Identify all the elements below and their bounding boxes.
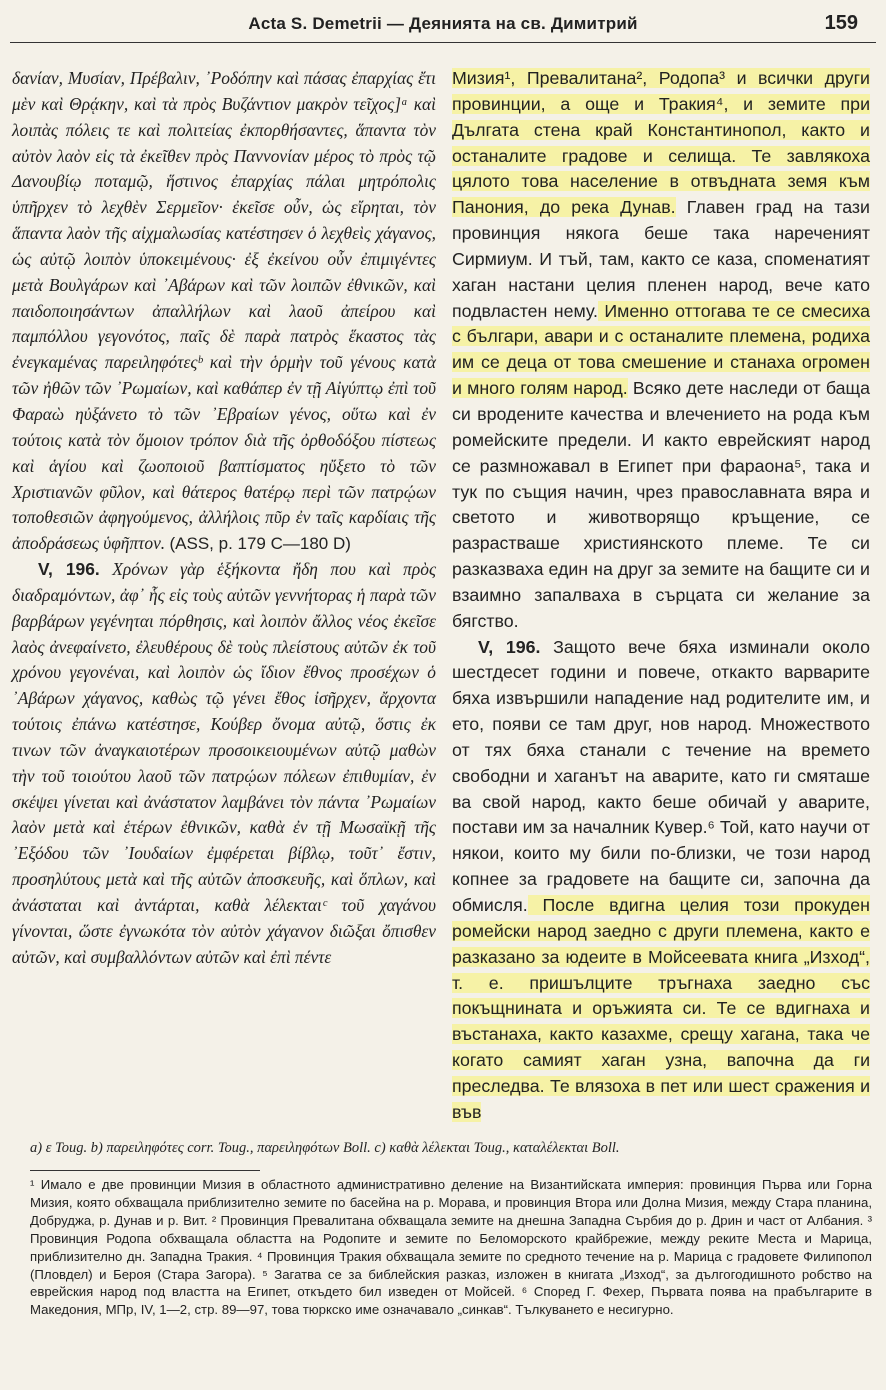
footnote: ⁵ Загатва се за библейския разказ, изложен в книгата „Изход“, за дългогодишното робство на еврейския народ под властта на Египет, откъдето бил изведен от Мойсей. — [30, 1266, 872, 1300]
footnote: ⁶ Според Г. Фехер, Първата поява на прабългарите в Македония, МПр, IV, 1—2, стр. 89—97, това тюркско име означавало „синкав“. Тълкуването е несигурно. — [30, 1284, 872, 1318]
critical-apparatus: a) ε Toug. b) παρειληφότες corr. Toug., παρειληφότων Boll. c) καθὰ λέλεκται Toug., καταλέλεκται Boll. — [30, 1140, 620, 1156]
greek-text-1: δανίαν, Μυσίαν, Πρέβαλιν, ᾿Ροδόπην καὶ πάσας ἐπαρχίας ἔτι μὲν καὶ Θρᾴκην, καὶ τὰ πρὸς Βυζάντιον μακρὸν τεῖχος]ᵃ καὶ λοιπὰς πόλεις τε καὶ πολιτείας ἐκπορθήσαντες, ἅπαντα τὸν αὐτὸν λαὸν εἰς τὰ ἐκεῖθεν πρὸς Παννονίαν μέρος τὸ πρὸς τῷ Δανουβίῳ ποταμῷ, ἥστινος ἐπαρχίας πάλαι μητρόπολις ὑπῆρχεν τὸ λεχθὲν Σερμεῖον· ἐκεῖσε οὖν, ὡς εἴρηται, τὸν ἅπαντα λαὸν τῆς αἰχμαλωσίας κατέστησεν ὁ λεχθεὶς χάγανος, ὡς αὐτῷ λοιπὸν ὑποκειμένους· ἐξ ἐκείνου οὖν ἐπιμιγέντες μετὰ Βουλγάρων καὶ ᾿Αβάρων καὶ τῶν λοιπῶν ἐθνικῶν, καὶ παιδοποιησάντων ἀπαλλήλων καὶ λαοῦ ἀπείρου καὶ παμπόλλου γεγονότος, παῖς δὲ παρὰ πατρὸς ἕκαστος τὰς ἐνεγκαμένας παρειληφότεςᵇ καὶ τὴν ὁρμὴν τοῦ γένους κατὰ τῶν ἠθῶν τῶν ᾿Ρωμαίων, καὶ καθάπερ ἐν τῇ Αἰγύπτῳ ἐπὶ τοῦ Φαραὼ ηὐξάνετο τὸ τῶν ᾿Εβραίων γένος, οὕτω καὶ ἐν τούτοις κατὰ τὸν ὅμοιον τρόπον διὰ τῆς ὀρθοδόξου πίστεως καὶ ἁγίου καὶ ζωοποιοῦ βαπτίσματος ηὔξετο τὸ τῶν Χριστιανῶν φῦλον, καὶ θάτερος θατέρῳ περὶ τῶν πατρῴων τοποθεσιῶν ἀφηγούμενος, ἀλλήλοις πῦρ ἐν ταῖς καρδίαις τῆς ἀποδράσεως ὑφῆπτον. — [12, 68, 436, 554]
source-reference: (ASS, p. 179 C—180 D) — [169, 534, 351, 554]
footnote: ³ Провинция Родопа обхващала областта на Родопите и земите по Беломорското крайбрежие, между реките Места и Марица, приблизително дн. Западна Тракия. — [30, 1212, 873, 1264]
footnotes — [30, 1176, 872, 1319]
greek-paragraph-1 — [12, 66, 436, 557]
translation-text: Защото вече бяха изминали около шестдесет години и повече, откакто варварите бяха извършили нападение над родителите им, и ето, появи се там друг, нов народ. Множеството от тях бяха станали с течение на времето свободни и хаганът на аварите, като ги смяташе ва свой народ, както беше обичай у аварите, постави им за началник Кувер.⁶ Той, като научи от някои, които му били по-близки, че този народ копнее за градовете на бащите си, започна да обмисля. — [452, 636, 870, 915]
translation-text: Всяко дете наследи от баща си вродените качества и влечението на рода към ромейските предели. И както еврейският народ се размножавал в Египет при фараона⁵, така и тук по същия начин, чрез православната вяра и светото и животворящо кръщение, се разрастваше християнското племе. Те си разказваха един на друг за земите на бащите си и взаимно запалваха в сърцата си желание за бягство. — [452, 378, 871, 631]
greek-column — [12, 66, 436, 971]
highlighted-passage: Именно оттогава те се смесиха с българи, авари и с останалите племена, родиха им се деца от това смешение и станаха огромен и много голям народ. — [452, 300, 870, 399]
footnote: ¹ Имало е две провинции Мизия в областното административно деление на Византийската империя: провинция Първа или Горна Мизия, която обхващала приблизително земите по басейна на р. Морава, и провинция Втора или Долна Мизия, между Стара планина, Добруджа, р. Дунав и р. Вит. — [30, 1177, 872, 1228]
page-number: 159 — [824, 12, 858, 34]
translation-text: Главен град на тази провинция някога беше така нареченият Сирмиум. И тъй, там, както се каза, споменатият хаган настани целия пленен народ, вече като подвластен нему. — [452, 197, 870, 321]
greek-text-2: Χρόνων γὰρ ἑξήκοντα ἤδη που καὶ πρὸς διαδραμόντων, ἀφ᾿ ἧς εἰς τοὺς αὐτῶν γεννήτορας ἡ παρὰ τῶν βαρβάρων γεγένηται πόρθησις, καὶ λοιπὸν ἄλλος νέος ἐκεῖσε λαὸς ἀνεφαίνετο, ἐλευθέρους δὲ τοὺς πλείστους αὐτῶν ἐκ τοῦ χρόνου γεγονέναι, καὶ λοιπὸν ὡς ἴδιον ἔθνος προσέχων ὁ ᾿Αβάρων χάγανος, καθὼς τῷ γένει ἔθος ἰσῆρχεν, ἄρχοντα τούτοις ἐπάνω κατέστησε, Κούβερ ὄνομα αὐτῷ, ὅστις ἐκ τινων τῶν ἀναγκαιοτέρων προσοικειουμένων αὐτῷ μαθὼν τὴν τοῦ τοιούτου λαοῦ τῶν πατρῴων πόλεων ἐπιθυμίαν, ἐν σκέψει γίνεται καὶ ἀνάστατον λαμβάνει τὸν πάντα ᾿Ρωμαίων λαὸν μετὰ καὶ ἑτέρων ἐθνικῶν, καθὰ ἐν τῇ Μωσαϊκῇ τῆς ᾿Εξόδου τῶν ᾿Ιουδαίων ἐμφέρεται βίβλῳ, τοῦτ᾿ ἔστιν, προσηλύτους μετὰ καὶ τῆς αὐτῶν ἀποσκευῆς, καὶ ὅπλων, καὶ ἀνάσταται καὶ ἀντάρται, καθὰ λέλεκταιᶜ τοῦ χαγάνου γίνονται, ὥστε ἐγνωκότα τὸν αὐτὸν χάγανον διῶξαι ὄπισθεν αὐτῶν, καὶ συμβαλλόντων αὐτῶν καὶ ἐπὶ πέντε — [12, 559, 436, 967]
highlighted-passage: После вдигна целия този прокуден ромейски народ заедно с други племена, както е разказано за юдеите в Мойсеевата книга „Изход“, т. е. пришълците тръгнаха заедно със покъщнината и оръжията си. Те се вдигнаха и въстанаха, както казахме, срещу хагана, така че когато самият хаган узна, вапочна да ги преследва. Те влязоха в пет или шест сражения и във — [452, 895, 870, 1122]
running-title: Acta S. Demetrii — Деянията на св. Димитрий — [248, 14, 638, 33]
bulgarian-column — [452, 66, 870, 1126]
bulgarian-paragraph-2 — [452, 635, 870, 1126]
section-number: V, 196. — [478, 636, 541, 657]
greek-paragraph-2 — [12, 557, 436, 971]
highlighted-passage: Мизия¹, Превалитана², Родопа³ и всички други провинции, а още и Тракия⁴, и земите при Дългата стена край Константинопол, както и останалите градове и селища. Те завлякоха цялото това население в отвъдната земя към Панония, до река Дунав. — [452, 68, 870, 218]
page-header — [10, 8, 876, 43]
footnote: ⁴ Провинция Тракия обхващала земите по средното течение на р. Марица с градовете Филипопол (Пловдел) и Бероя (Стара Загора). — [30, 1248, 872, 1282]
section-number: V, 196. — [38, 559, 100, 580]
footnote-divider — [30, 1170, 260, 1171]
footnote: ² Провинция Превалитана обхващала земите на днешна Западна Сърбия до р. Дрин и част от Албания. — [211, 1212, 864, 1228]
bulgarian-paragraph-1 — [452, 66, 870, 635]
